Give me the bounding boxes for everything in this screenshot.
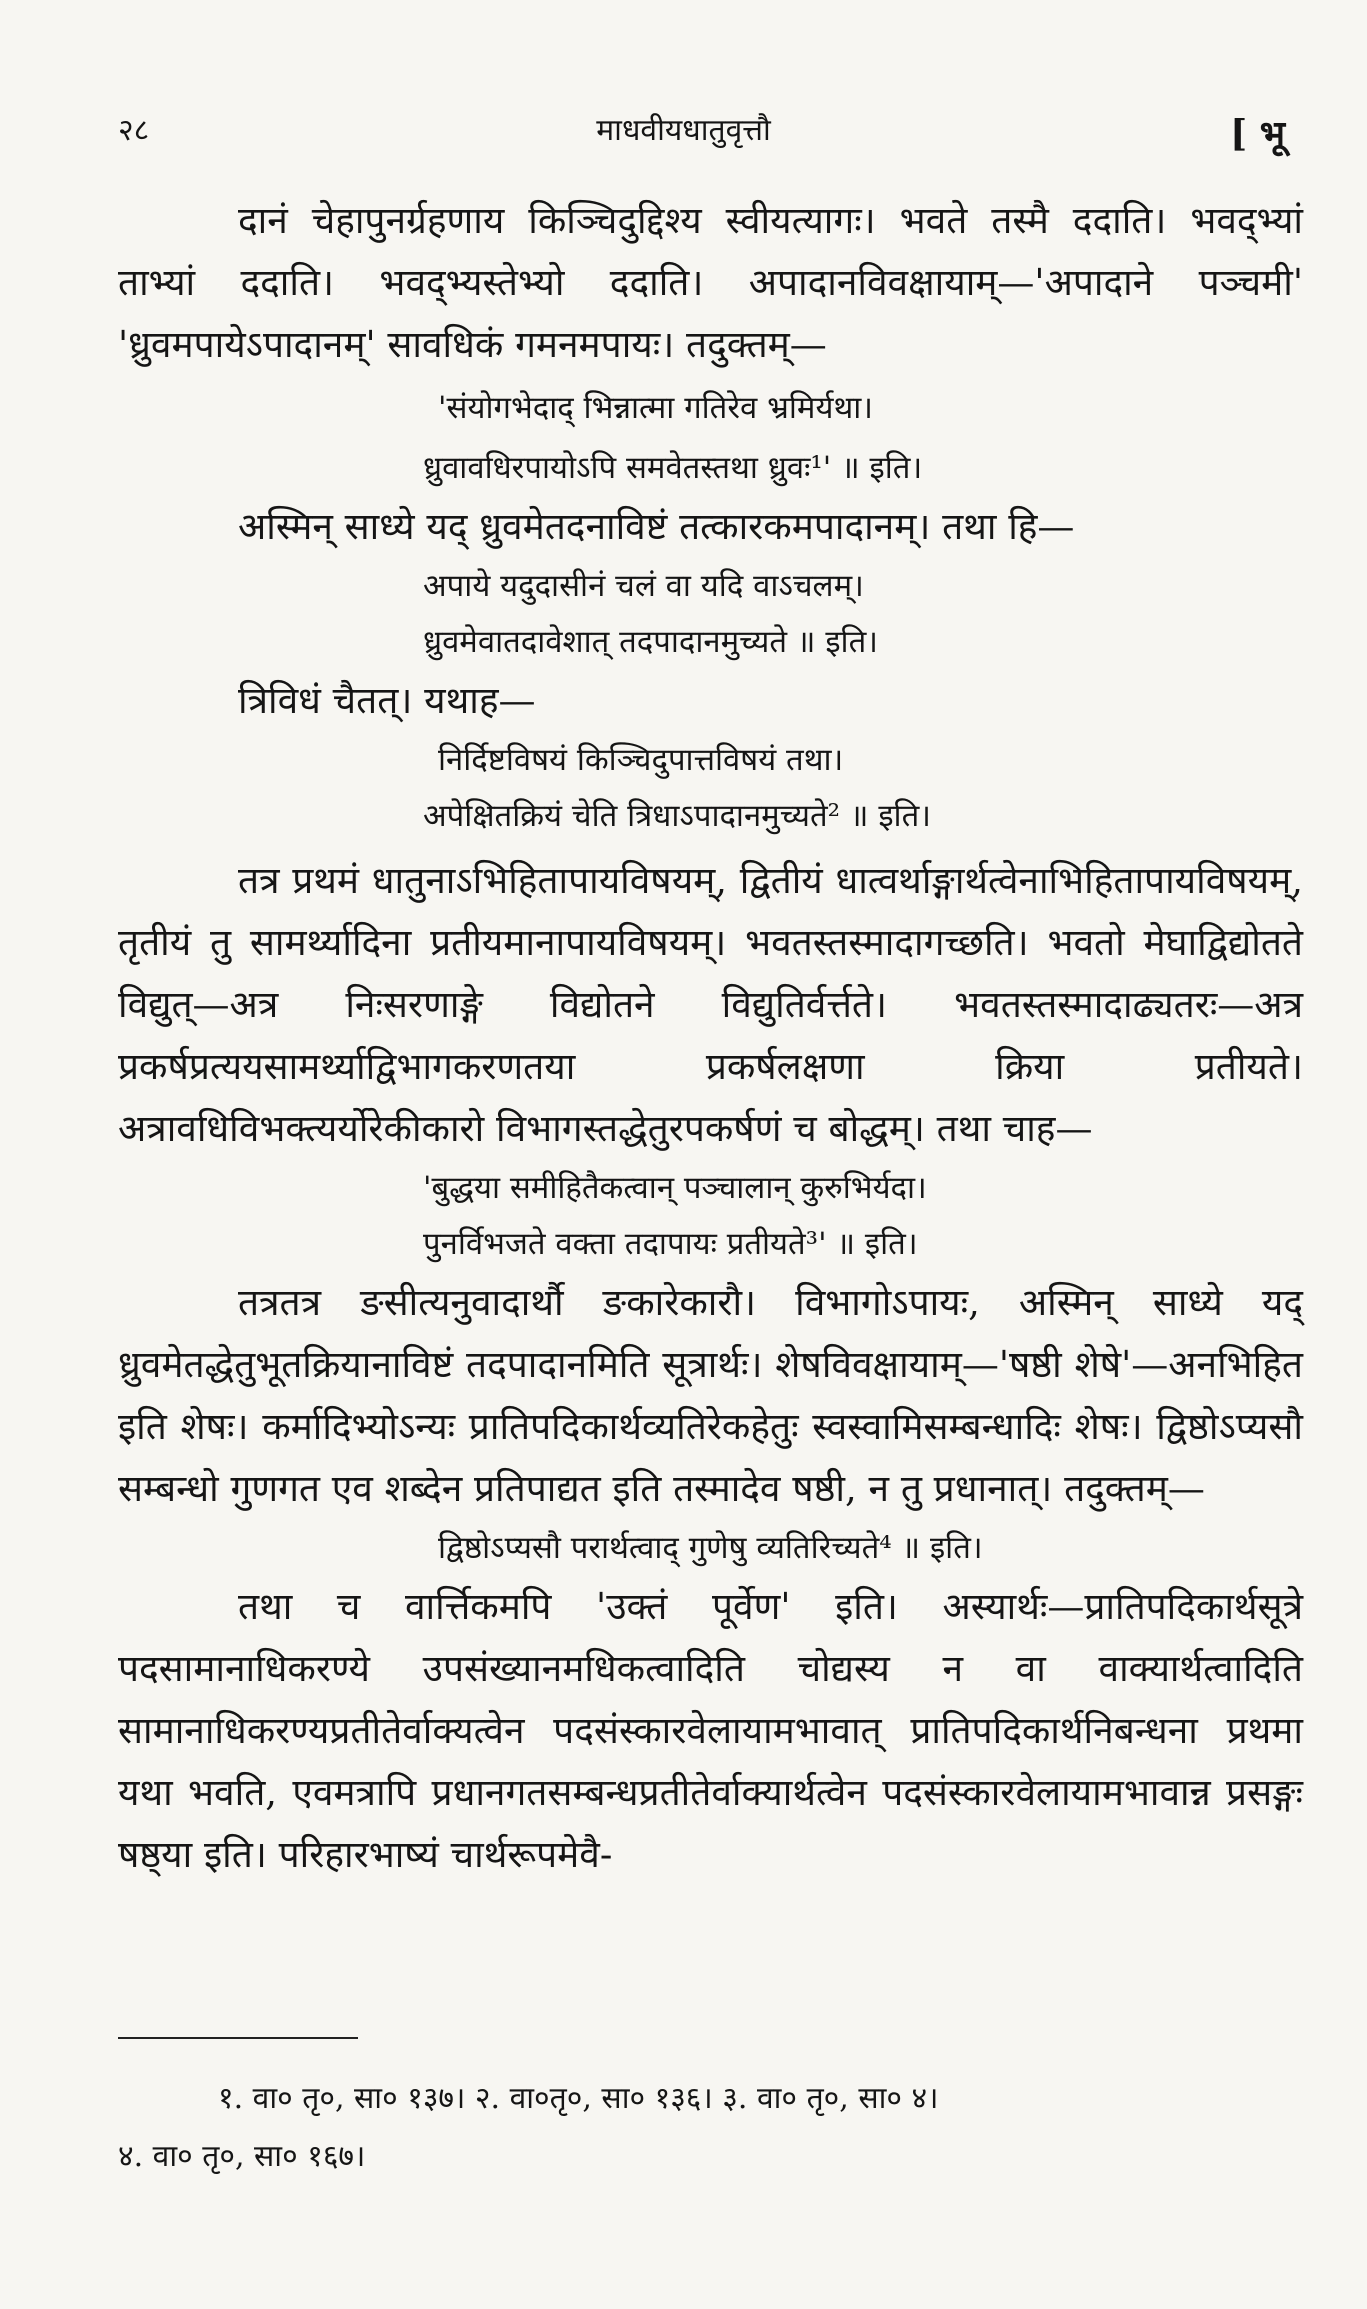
paragraph-1: दानं चेहापुनर्ग्रहणाय किञ्चिदुद्दिश्य स्वीयत्यागः। भवते तस्मै ददाति। भवद्भ्यां ताभ्यां ददाति। भवद्भ्यस्तेभ्यो ददाति। अपादानविवक्षायाम्—'अपादाने पञ्चमी' 'ध्रुवमपायेऽपादानम्' सावधिकं गमनमपायः। तदुक्तम्—: [118, 199, 1303, 366]
verse-1-line-2: ध्रुवावधिरपायोऽपि समवेतस्तथा ध्रुवः¹' ॥ इति।: [423, 450, 923, 486]
verse-3-line-1: निर्दिष्टविषयं किञ्चिदुपात्तविषयं तथा।: [438, 742, 844, 778]
page-body: [118, 190, 1303, 1886]
verse-3-line-2: अपेक्षितक्रियं चेति त्रिधाऽपादानमुच्यते² ॥ इति।: [423, 798, 932, 834]
verse-2-line-1: अपाये यदुदासीनं चलं वा यदि वाऽचलम्।: [423, 568, 864, 604]
footnote-line-2: ४. वा० तृ०, सा० १६७।: [118, 2139, 366, 2174]
footnote-line-1: १. वा० तृ०, सा० १३७। २. वा०तृ०, सा० १३६। ३. वा० तृ०, सा० ४।: [218, 2081, 939, 2116]
paragraph-4: तत्र प्रथमं धातुनाऽभिहितापायविषयम्, द्वितीयं धात्वर्थाङ्गार्थत्वेनाभिहितापायविषयम्, तृतीयं तु सामर्थ्यादिना प्रतीयमानापायविषयम्। भवतस्तस्मादागच्छति। भवतो मेघाद्विद्योतते विद्युत्—अत्र निःसरणाङ्गे विद्योतने विद्युतिर्वर्त्तते। भवतस्तस्मादाढ्यतरः—अत्र प्रकर्षप्रत्ययसामर्थ्याद्विभागकरणतया प्रकर्षलक्षणा क्रिया प्रतीयते। अत्रावधिविभक्त्यर्योरेकीकारो विभागस्तद्धेतुरपकर्षणं च बोद्धम्। तथा चाह—: [118, 859, 1303, 1150]
verse-2-line-2: ध्रुवमेवातदावेशात् तदपादानमुच्यते ॥ इति।: [423, 624, 879, 660]
section-mark: [ भू: [1230, 113, 1285, 155]
verse-4-line-1: 'बुद्धया समीहितैकत्वान् पञ्चालान् कुरुभिर्यदा।: [423, 1170, 927, 1206]
paragraph-5: तत्रतत्र ङसीत्यनुवादार्थौ ङकारेकारौ। विभागोऽपायः, अस्मिन् साध्ये यद् ध्रुवमेतद्धेतुभूतक्रियानाविष्टं तदपादानमिति सूत्रार्थः। शेषविवक्षायाम्—'षष्ठी शेषे'—अनभिहित इति शेषः। कर्मादिभ्योऽन्यः प्रातिपदिकार्थव्यतिरेकहेतुः स्वस्वामिसम्बन्धादिः शेषः। द्विष्ठोऽप्यसौ सम्बन्धो गुणगत एव शब्देन प्रतिपाद्यत इति तस्मादेव षष्ठी, न तु प्रधानात्। तदुक्तम्—: [118, 1281, 1303, 1510]
paragraph-3: त्रिविधं चैतत्। यथाह—: [238, 679, 536, 722]
running-title: माधवीयधातुवृत्तौ: [596, 113, 771, 148]
verse-1-line-1: 'संयोगभेदाद् भिन्नात्मा गतिरेव भ्रमिर्यथा।: [438, 390, 874, 426]
footnote-rule: [118, 2037, 358, 2039]
footnotes: [118, 2070, 1303, 2186]
verse-5: द्विष्ठोऽप्यसौ परार्थत्वाद् गुणेषु व्यतिरिच्यते⁴ ॥ इति।: [438, 1530, 983, 1566]
paragraph-6: तथा च वार्त्तिकमपि 'उक्तं पूर्वेण' इति। अस्यार्थः—प्रातिपदिकार्थसूत्रे पदसामानाधिकरण्ये उपसंख्यानमधिकत्वादिति चोद्यस्य न वा वाक्यार्थत्वादिति सामानाधिकरण्यप्रतीतेर्वाक्यत्वेन पदसंस्कारवेलायामभावात् प्रातिपदिकार्थनिबन्धना प्रथमा यथा भवति, एवमत्रापि प्रधानगतसम्बन्धप्रतीतेर्वाक्यार्थत्वेन पदसंस्कारवेलायामभावान्न प्रसङ्गः षष्ठ्या इति। परिहारभाष्यं चार्थरूपमेवै-: [118, 1585, 1303, 1876]
page-number: २८: [118, 113, 150, 148]
paragraph-2: अस्मिन् साध्ये यद् ध्रुवमेतदनाविष्टं तत्कारकमपादानम्। तथा हि—: [238, 505, 1075, 548]
page-header: [0, 108, 1367, 168]
verse-4-line-2: पुनर्विभजते वक्ता तदापायः प्रतीयते³' ॥ इति।: [423, 1226, 918, 1262]
